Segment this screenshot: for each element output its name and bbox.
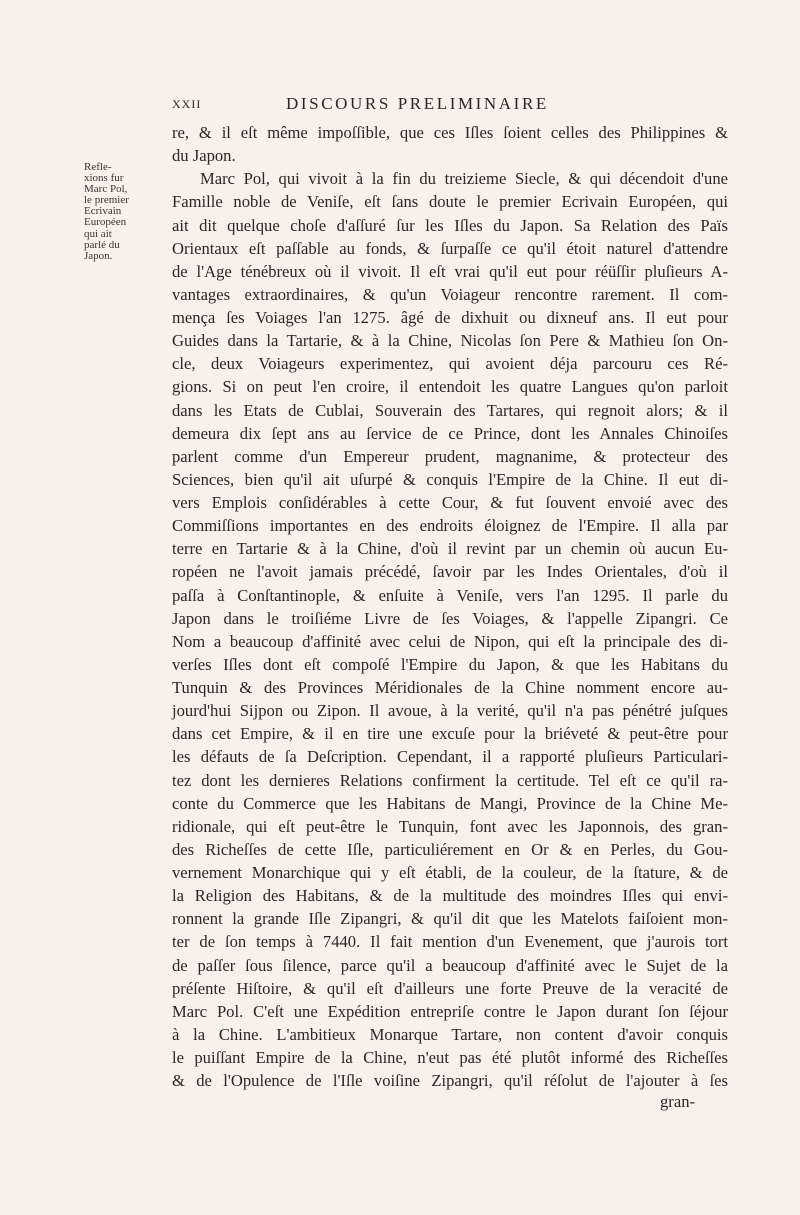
body-text [172,121,728,1092]
text-line: la Religion des Habitans, & de la multitude des moindres Iſles qui envi- [172,886,728,906]
text-line: à la Chine. L'ambitieux Monarque Tartare, non content d'avoir conquis [172,1024,728,1044]
text-line: les défauts de ſa Deſcription. Cependant, il a rapporté pluſieurs Particulari- [172,747,728,767]
margin-line: parlé du [84,238,120,251]
text-line: dans les Etats de Cublai, Souverain des Tartares, qui regnoit alors; & il [172,400,728,420]
text-line: vers Emplois conſidérables à cette Cour, & fut ſouvent envoié avec des [172,493,728,512]
text-line: de l'Age ténébreux où il vivoit. Il eſt vrai qu'il eut pour réüſſir pluſieurs A- [172,261,728,281]
page-number: XXII [172,97,202,111]
text-line: jourd'hui Sijpon ou Zipon. Il avoue, à la verité, qu'il n'a pas pénétré juſques [172,701,728,721]
text-line: terre en Tartarie & à la Chine, d'où il revint par un chemin où aucun Eu- [172,539,728,559]
text-line: ropéen ne l'avoit jamais précédé, ſavoir par les Indes Orientales, d'où il [172,562,728,582]
text-line: du Japon. [172,146,236,166]
text-line: des Richeſſes de cette Iſle, particuliérement en Or & en Perles, du Gou- [172,839,728,859]
margin-line: qui ait [84,227,112,240]
text-line: ronnent la grande Iſle Zipangri, & qu'il dit que les Matelots faiſoient mon- [172,909,728,929]
text-line: de paſſer ſous ſilence, parce qu'il a beaucoup d'affinité avec le Sujet de la [172,955,728,975]
text-line: gions. Si on peut l'en croire, il entendoit les quatre Langues qu'on parloit [172,377,728,397]
text-line: verſes Iſles dont eſt compoſé l'Empire du Japon, & que les Habitans du [172,654,728,674]
margin-line: Japon. [84,249,113,262]
margin-line: Refle- [84,161,112,173]
margin-line: xions fur [84,172,124,185]
text-line: vantages extraordinaires, & qu'un Voiageur rencontre rarement. Il com- [172,284,728,304]
text-line: Orientaux eſt paſſable au fonds, & ſurpaſſe ce qu'il étoit naturel d'attendre [172,238,728,258]
text-line: Marc Pol. C'eſt une Expédition entrepriſe contre le Japon durant ſon ſéjour [172,1001,728,1021]
text-line: Famille noble de Veniſe, eſt ſans doute le premier Ecrivain Européen, qui [172,192,728,212]
text-line: conte du Commerce que les Habitans de Mangi, Province de la Chine Me- [172,793,728,813]
marginal-note [84,162,158,262]
text-line: le puiſſant Empire de la Chine, n'eut pas été plutôt informé des Richeſſes [172,1048,728,1067]
catchword: gran- [660,1092,696,1112]
text-line: & de l'Opulence de l'Iſle voiſine Zipangri, qu'il réſolut de l'ajouter à ſes [172,1071,728,1091]
text-line: tez dont les dernieres Relations confirment la certitude. Tel eſt ce qu'il ra- [172,770,728,790]
text-line: Guides dans la Tartarie, & à la Chine, Nicolas ſon Pere & Mathieu ſon On- [172,331,728,351]
text-line: préſente Hiſtoire, & qu'il eſt d'ailleurs une forte Preuve de la veracité de [172,978,728,998]
margin-line: Européen [84,216,127,229]
text-line: Sciences, bien qu'il ait uſurpé & conquis l'Empire de la Chine. Il eut di- [172,469,728,489]
text-line: Nom a beaucoup d'affinité avec celui de Nipon, qui eſt la principale des di- [172,631,728,651]
text-line: paſſa à Conſtantinople, & enſuite à Veniſe, vers l'an 1295. Il parle du [172,585,728,605]
text-line: ridionale, qui eſt peut-être le Tunquin, font avec les Japonnois, des gran- [172,816,728,836]
margin-line: le premier [84,194,129,207]
text-line: parlent comme d'un Empereur prudent, magnanime, & protecteur des [172,446,728,466]
text-line: Tunquin & des Provinces Méridionales de la Chine nomment encore au- [172,678,728,697]
text-line: demeura dix ſept ans au ſervice de ce Prince, dont les Annales Chinoiſes [172,423,728,443]
text-line: Commiſſions importantes en des endroits éloignez de l'Empire. Il alla par [172,516,728,536]
text-line: vernement Monarchique qui y eſt établi, de la couleur, de la ſtature, & de [172,863,728,882]
text-line: re, & il eſt même impoſſible, que ces Iſles ſoient celles des Philippines & [172,123,728,142]
margin-line: Marc Pol, [84,183,128,196]
text-line: mença ſes Voiages l'an 1275. âgé de dixhuit ou dixneuf ans. Il eut pour [172,308,728,327]
text-line: Japon dans le troiſiéme Livre de ſes Voiages, & l'appelle Zipangri. Ce [172,608,728,628]
text-line: cle, deux Voiageurs experimentez, qui avoient déja parcouru ces Ré- [172,354,728,374]
margin-line: Ecrivain [84,205,122,218]
page-header [0,94,800,118]
text-line: ait dit quelque choſe d'aſſuré ſur les Iſles du Japon. Sa Relation des Païs [172,215,728,235]
text-line: ter de ſon temps à 7440. Il fait mention d'un Evenement, que j'aurois tort [172,932,728,952]
text-line: dans cet Empire, & il en tire une excuſe pour la briéveté & peut-être pour [172,724,728,744]
text-line: Marc Pol, qui vivoit à la fin du treizieme Siecle, & qui décendoit d'une [200,169,728,189]
running-title: DISCOURS PRELIMINAIRE [286,94,549,113]
